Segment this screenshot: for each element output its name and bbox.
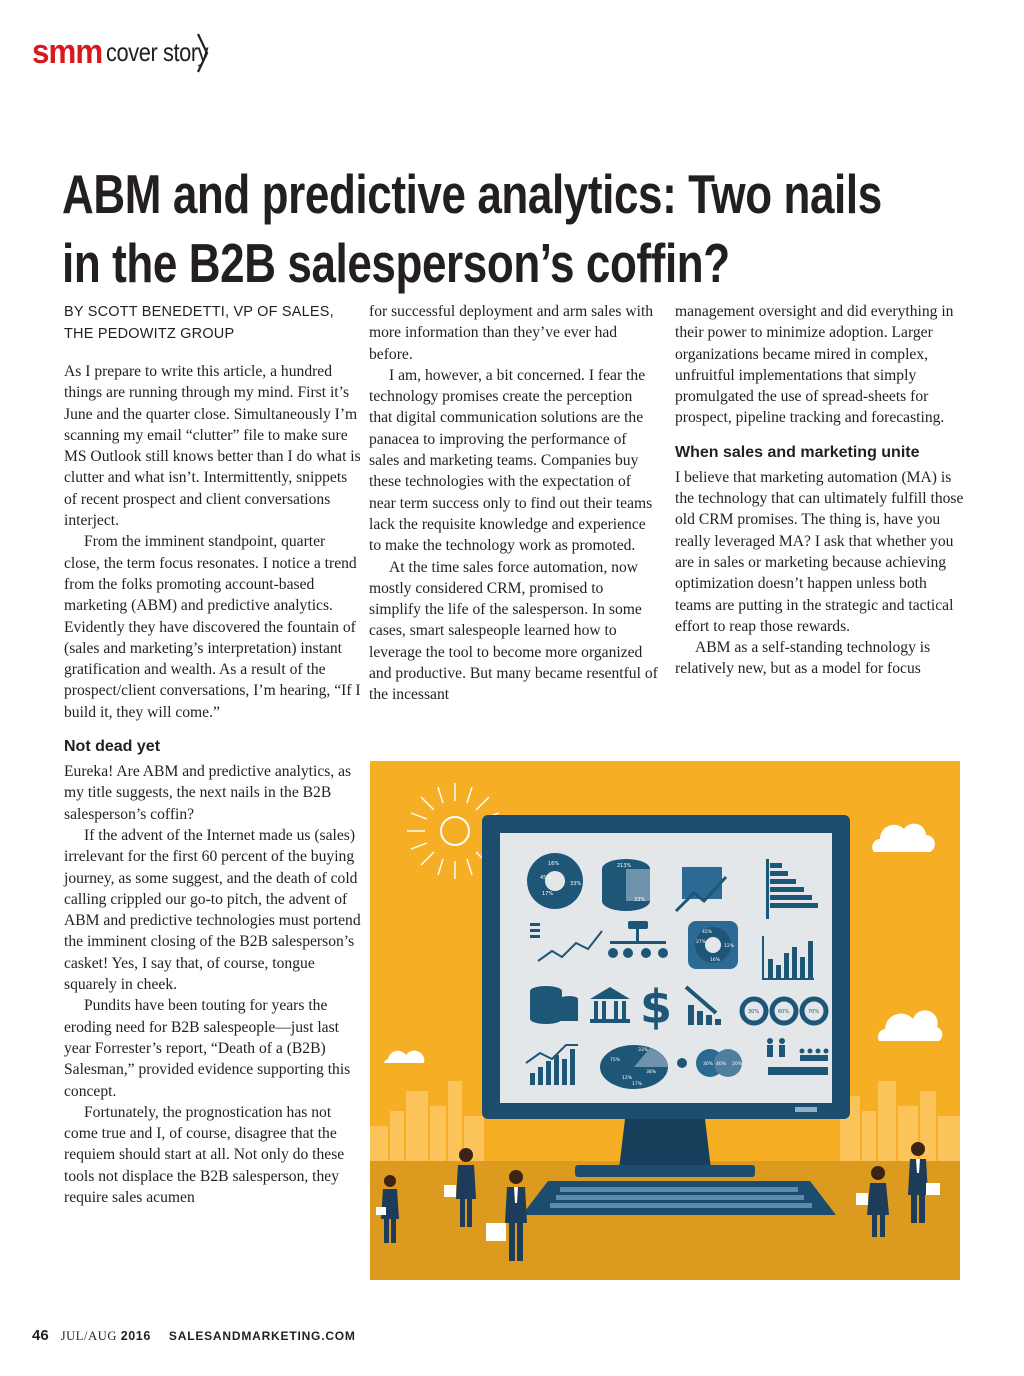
svg-text:16%: 16%: [710, 958, 721, 963]
svg-text:16%: 16%: [548, 861, 560, 867]
svg-text:33%: 33%: [638, 1048, 649, 1053]
svg-text:60%: 60%: [778, 1009, 790, 1015]
svg-text:12%: 12%: [622, 1076, 633, 1081]
issue-year: 2016: [120, 1329, 151, 1343]
svg-text:$: $: [640, 980, 673, 1034]
byline-line-2: THE PEDOWITZ GROUP: [64, 325, 235, 342]
svg-text:33%: 33%: [570, 881, 582, 887]
byline: [64, 302, 364, 345]
paragraph: for successful deployment and arm sales with more information than they’ve ever had before.: [369, 303, 654, 363]
paragraph: Fortunately, the prognostication has not come true and I, of course, disagree that the requiem should start at all. Not only do these tools not displace the B2B salesperson, they require sales acumen: [64, 1103, 345, 1206]
svg-text:30%: 30%: [748, 1009, 760, 1015]
donut-chart-icon: [688, 921, 738, 969]
byline-line-1: BY SCOTT BENEDETTI, VP OF SALES,: [64, 304, 334, 320]
paragraph: Pundits have been touting for years the eroding need for B2B salespeople—just last year Forrester’s report, “Death of a (B2B) Salesman,” provided evidence supporting this concept.: [64, 997, 351, 1100]
paragraph: As I prepare to write this article, a hundred things are running through my mind. First it’s June and the quarter close. Simultaneously I’m scanning my email “clutter” file to make sure MS Outlook still knows better than I do what is clutter and what isn’t. Intermittently, snippets of recent prospect and client conversations interject.: [64, 363, 361, 530]
text-column-1: [64, 302, 364, 1208]
svg-text:30%: 30%: [703, 1062, 714, 1067]
svg-text:20%: 20%: [732, 1062, 743, 1067]
svg-text:12%: 12%: [724, 944, 735, 949]
paragraph: ABM as a self-standing technology is relatively new, but as a model for focus: [675, 639, 931, 678]
title-line-1: ABM and predictive analytics: Two nails: [62, 163, 882, 225]
svg-text:38%: 38%: [646, 1070, 657, 1075]
chevron-right-icon: [196, 32, 210, 74]
issue-month: JUL/AUG: [60, 1329, 117, 1343]
section-label: cover story: [106, 36, 209, 67]
text-column-3: [675, 301, 965, 680]
paragraph: If the advent of the Internet made us (sales) irrelevant for the first 60 percent of the buying journey, as some suggest, and the death of cold calling crippled our go-to pitch, the advent of ABM and predictive technologies must portend the imminent closing of the B2B salesperson’s casket! Yes, I say that, of course, tongue squarely in cheek.: [64, 826, 361, 994]
svg-text:40%: 40%: [716, 1062, 727, 1067]
paragraph: I believe that marketing automation (MA) is the technology that can ultimately fulfill those old CRM promises. The thing is, have you really leveraged MA? I ask that whether you are in sales or marketing because achieving optimization doesn’t happen unless both teams are putting in the strategic and tactical effort to reap those rewards.: [675, 468, 964, 635]
cylinder-chart-icon: [602, 859, 650, 911]
svg-text:17%: 17%: [542, 891, 554, 897]
svg-text:45%: 45%: [702, 930, 713, 935]
svg-text:70%: 70%: [808, 1009, 820, 1015]
brand-logo: smm: [32, 32, 103, 71]
page-number: 46: [32, 1327, 49, 1344]
article-title: [62, 160, 882, 298]
paragraph: From the imminent standpoint, quarter close, the term focus resonates. I notice a trend from the folks promoting account-based marketing (ABM) and predictive analytics. Evidently they have discovered the fountain of (sales and marketing’s interpretation) instant gratification and wealth. As a result of the prospect/client conversations, I’m hearing, “If I build it, they will come.”: [64, 533, 361, 721]
paragraph: management oversight and did everything in their power to minimize adoption. Larger organizations became mired in complex, unfruitful implementations that simply promulgated the use of spread-sheets for prospect, pipeline tracking and forecasting.: [675, 303, 954, 427]
paragraph: I am, however, a bit concerned. I fear the technology promises create the perception that digital communication solutions are the panacea to improving the performance of sales and marketing teams. Companies buy these technologies with the expectation of near term success only to find out their teams lack the requisite knowledge and experience to make the technology work as promoted.: [369, 366, 653, 555]
subheading: Not dead yet: [64, 738, 161, 756]
svg-text:213%: 213%: [617, 863, 632, 869]
publication-name: SALESANDMARKETING.COM: [168, 1329, 356, 1343]
title-line-2: in the B2B salesperson’s coffin?: [62, 232, 730, 294]
svg-text:33%: 33%: [634, 897, 646, 903]
svg-text:17%: 17%: [632, 1082, 643, 1087]
paragraph: Eureka! Are ABM and predictive analytics, as my title suggests, the next nails in the B2B salesperson’s coffin?: [64, 763, 352, 823]
page-footer: [32, 1327, 356, 1344]
issue-date: [61, 1329, 151, 1344]
pie-3d-icon: [600, 1045, 668, 1089]
paragraph: At the time sales force automation, now mostly considered CRM, promised to simplify the life of the salesperson. In some cases, smart salespeople learned how to leverage the tool to become more organized and productive. But many became resentful of the incessant: [369, 558, 658, 704]
dollar-icon: [640, 980, 672, 1034]
analytics-illustration: [370, 761, 960, 1280]
text-column-2: [369, 301, 659, 706]
subheading: When sales and marketing unite: [675, 443, 920, 461]
keyboard: [522, 1181, 836, 1215]
svg-text:27%: 27%: [696, 940, 707, 945]
pie-chart-icon: [527, 853, 583, 909]
svg-text:45%: 45%: [540, 875, 552, 881]
svg-text:75%: 75%: [610, 1058, 621, 1063]
